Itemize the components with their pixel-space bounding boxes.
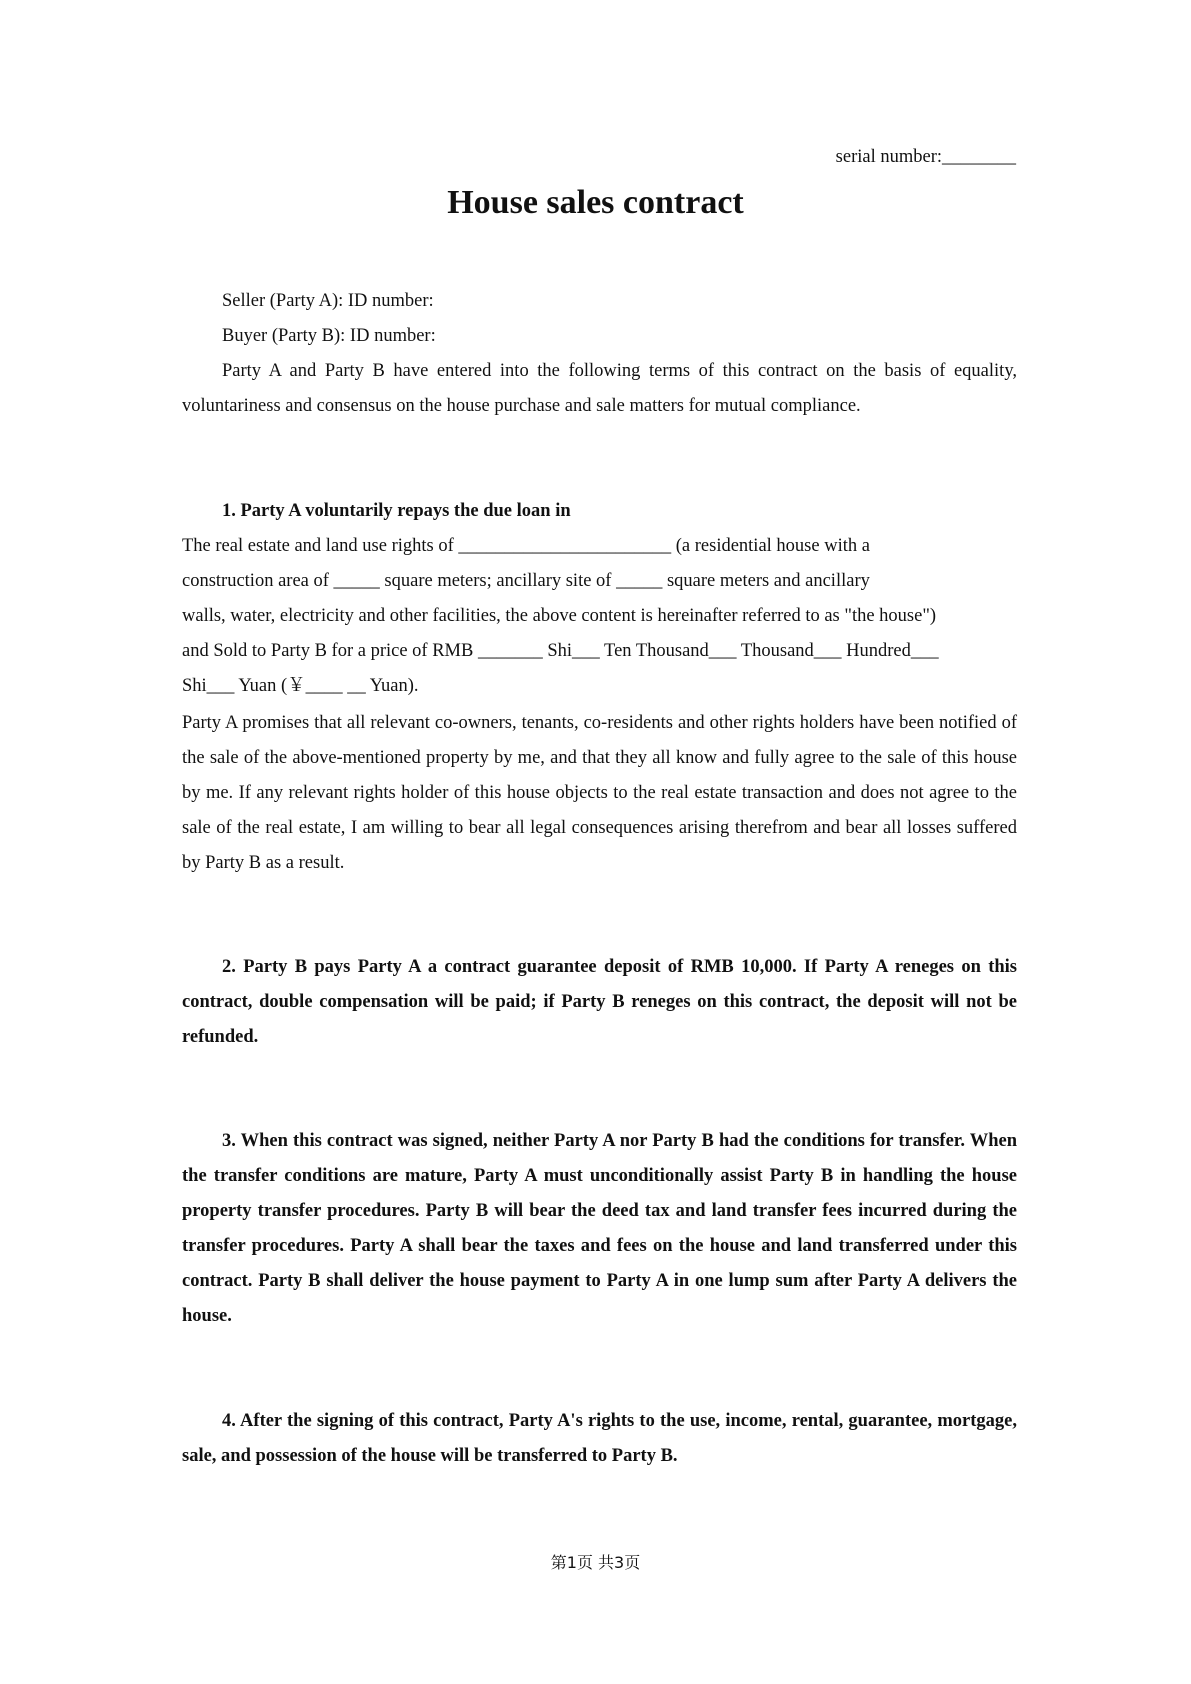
page-number-footer: 第1页 共3页: [550, 1553, 641, 1572]
clause-1-promise: Party A promises that all relevant co-owners, tenants, co-residents and other rights holders have been notified of the sale of the above-mentioned property by me, and that they all know and fully agree to the sale of this house by me. If any relevant rights holder of this house objects to the real estate transaction and does not agree to the sale of the real estate, I am willing to bear all legal consequences arising therefrom and bear all losses suffered by Party B as a result.: [182, 713, 1017, 873]
buyer-line: Buyer (Party B): ID number:: [222, 326, 436, 346]
clause-4: 4. After the signing of this contract, Party A's rights to the use, income, rental, guarantee, mortgage, sale, and possession of the house will be transferred to Party B.: [182, 1411, 1017, 1466]
clause-1-line-3: walls, water, electricity and other facilities, the above content is hereinafter referred to as "the house"): [182, 606, 937, 626]
page-title: House sales contract: [447, 184, 744, 221]
clause-1-line-4: and Sold to Party B for a price of RMB _______ Shi___ Ten Thousand___ Thousand___ Hundred___: [182, 641, 939, 661]
clause-1-line-2: construction area of _____ square meters; ancillary site of _____ square meters and ancillary: [182, 571, 870, 591]
clause-3: 3. When this contract was signed, neither Party A nor Party B had the conditions for transfer. When the transfer conditions are mature, Party A must unconditionally assist Party B in handling the house property transfer procedures. Party B will bear the deed tax and land transfer fees incurred during the transfer procedures. Party A shall bear the taxes and fees on the house and land transferred under this contract. Party B shall deliver the house payment to Party A in one lump sum after Party A delivers the house.: [182, 1131, 1017, 1326]
clause-1-line-1: The real estate and land use rights of _______________________ (a residential house with a: [182, 536, 870, 556]
clause-1-line-5: Shi___ Yuan (￥____ __ Yuan).: [182, 676, 419, 696]
intro-paragraph: Party A and Party B have entered into the following terms of this contract on the basis of equality, voluntariness and consensus on the house purchase and sale matters for mutual compliance.: [182, 361, 1017, 416]
clause-1-heading: 1. Party A voluntarily repays the due loan in: [222, 501, 571, 521]
seller-line: Seller (Party A): ID number:: [222, 291, 434, 311]
serial-number: serial number:________: [835, 147, 1016, 167]
clause-2: 2. Party B pays Party A a contract guarantee deposit of RMB 10,000. If Party A reneges on this contract, double compensation will be paid; if Party B reneges on this contract, the deposit will not be refunded.: [182, 957, 1017, 1047]
